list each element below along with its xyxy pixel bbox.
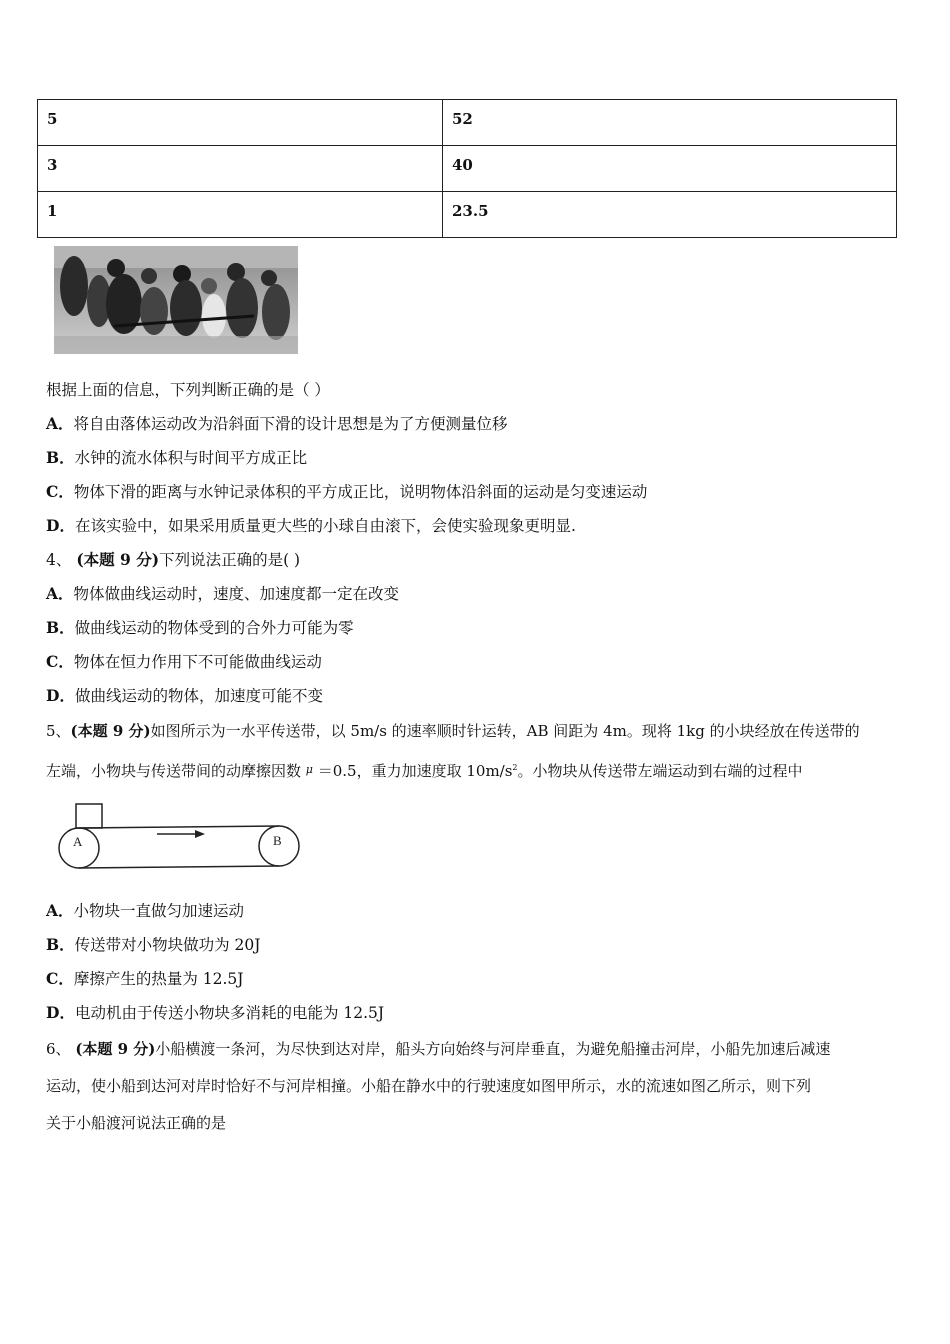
q5-stem-line1 <box>46 721 860 741</box>
q5-option-a <box>46 901 244 921</box>
q6-stem-line1 <box>46 1039 830 1059</box>
question-score: (本题 9 分) <box>75 1040 156 1058</box>
belt-top <box>79 826 279 828</box>
table-row <box>38 192 897 238</box>
option-key: B． <box>46 935 75 954</box>
q4-option-d <box>46 686 323 706</box>
option-key: C． <box>46 652 74 671</box>
conveyor-belt-figure <box>55 800 305 880</box>
historical-photo <box>54 246 298 354</box>
option-text: 将自由落体运动改为沿斜面下滑的设计思想是为了方便测量位移 <box>73 415 508 433</box>
option-key: A． <box>46 414 74 433</box>
table-row <box>38 146 897 192</box>
option-key: D． <box>46 686 75 705</box>
table-cell: 3 <box>38 146 443 192</box>
q5-option-b <box>46 935 260 955</box>
question-number: 4、 <box>46 551 72 569</box>
data-table <box>37 99 897 238</box>
mu-symbol: μ <box>305 763 313 776</box>
option-key: D． <box>46 516 75 535</box>
question-number: 5、 <box>46 722 71 740</box>
option-text: 在该实验中，如果采用质量更大些的小球自由滚下，会使实验现象更明显. <box>74 517 576 535</box>
option-text: 传送带对小物块做功为 20J <box>74 936 261 954</box>
option-key: B． <box>46 618 75 637</box>
option-text: 做曲线运动的物体受到的合外力可能为零 <box>74 619 354 637</box>
question-text: 左端，小物块与传送带间的动摩擦因数 <box>46 762 302 780</box>
option-text: 物体下滑的距离与水钟记录体积的平方成正比，说明物体沿斜面的运动是匀变速运动 <box>73 483 648 501</box>
question-text: 小船横渡一条河，为尽快到达对岸，船头方向始终与河岸垂直，为避免船撞击河岸，小船先加速后减速 <box>155 1040 831 1058</box>
question-score: (本题 9 分) <box>76 550 160 569</box>
option-key: C． <box>46 482 74 501</box>
question-text: 。小物块从传送带左端运动到右端的过程中 <box>517 762 803 780</box>
q4-option-b <box>46 618 354 638</box>
option-key: B． <box>46 448 75 467</box>
option-text: 水钟的流水体积与时间平方成正比 <box>74 449 308 467</box>
label-a: A <box>73 834 83 849</box>
question-text: ＝0.5，重力加速度取 10m/s <box>317 762 513 780</box>
table-cell: 23.5 <box>443 192 897 238</box>
option-key: D． <box>46 1003 75 1022</box>
q4-option-c <box>46 652 322 672</box>
superscript: 2 <box>512 763 518 772</box>
table-cell: 1 <box>38 192 443 238</box>
table-row <box>38 100 897 146</box>
table-cell: 52 <box>443 100 897 146</box>
q6-stem-line3: 关于小船渡河说法正确的是 <box>46 1114 227 1132</box>
table-cell: 5 <box>38 100 443 146</box>
q3-option-a <box>46 414 508 434</box>
question-score: (本题 9 分) <box>70 722 151 740</box>
block <box>76 804 102 828</box>
belt-bottom <box>79 866 279 868</box>
option-key: C． <box>46 969 74 988</box>
option-text: 电动机由于传送小物块多消耗的电能为 12.5J <box>74 1004 385 1022</box>
option-text: 物体在恒力作用下不可能做曲线运动 <box>73 653 322 671</box>
option-text: 小物块一直做匀加速运动 <box>73 902 245 920</box>
option-text: 摩擦产生的热量为 12.5J <box>73 970 244 988</box>
question-number: 6、 <box>46 1040 71 1058</box>
option-key: A． <box>46 901 74 920</box>
q4-option-a <box>46 584 399 604</box>
option-key: A． <box>46 584 74 603</box>
q3-option-c <box>46 482 647 502</box>
question-text: 下列说法正确的是( ) <box>159 551 301 569</box>
q6-stem-line2: 运动，使小船到达河对岸时恰好不与河岸相撞。小船在静水中的行驶速度如图甲所示，水的流速如图乙所示，则下列 <box>46 1077 812 1095</box>
q5-stem-line2 <box>46 758 803 781</box>
q5-option-d <box>46 1003 384 1023</box>
option-text: 物体做曲线运动时，速度、加速度都一定在改变 <box>73 585 400 603</box>
question-text: 如图所示为一水平传送带，以 5m/s 的速率顺时针运转，AB 间距为 4m。现将 1kg 的小块经放在传送带的 <box>150 722 860 740</box>
q5-option-c <box>46 969 244 989</box>
q4-stem <box>46 550 300 570</box>
option-text: 做曲线运动的物体，加速度可能不变 <box>74 687 323 705</box>
q3-stem: 根据上面的信息，下列判断正确的是（ ） <box>46 381 330 399</box>
q3-option-d <box>46 516 576 536</box>
label-b: B <box>273 833 282 848</box>
table-cell: 40 <box>443 146 897 192</box>
q3-option-b <box>46 448 307 468</box>
